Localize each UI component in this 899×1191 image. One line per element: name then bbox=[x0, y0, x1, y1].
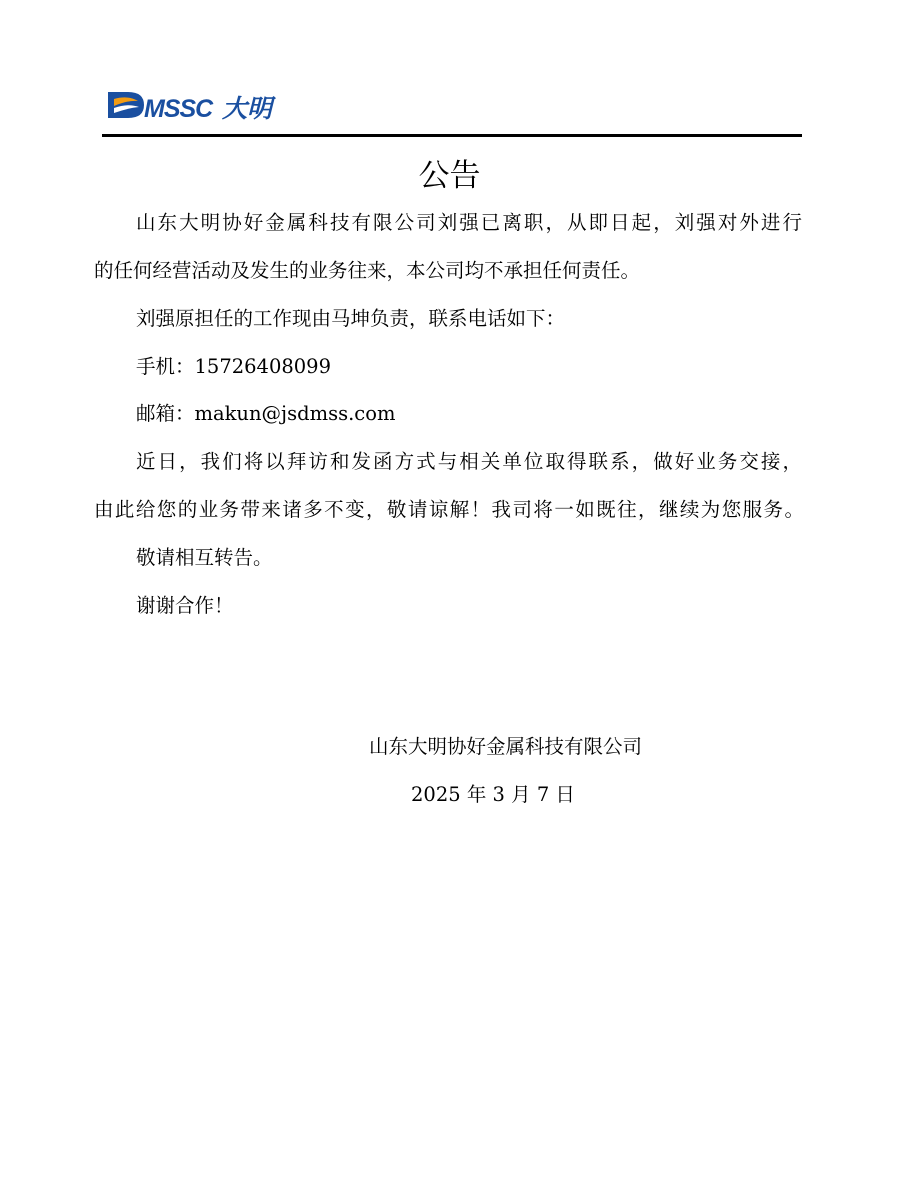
email-line: 邮箱：makun@jsdmss.com bbox=[136, 402, 396, 425]
paragraph-1-line-1: 山东大明协好金属科技有限公司刘强已离职，从即日起，刘强对外进行 bbox=[136, 211, 802, 234]
paragraph-1-line-2: 的任何经营活动及发生的业务往来，本公司均不承担任何责任。 bbox=[94, 259, 641, 282]
paragraph-4: 敬请相互转告。 bbox=[136, 546, 273, 569]
signature-company: 山东大明协好金属科技有限公司 bbox=[369, 735, 643, 758]
paragraph-3-line-2: 由此给您的业务带来诸多不变，敬请谅解！我司将一如既往，继续为您服务。 bbox=[94, 498, 804, 521]
page-title: 公告 bbox=[418, 158, 481, 194]
phone-line: 手机：15726408099 bbox=[136, 355, 331, 378]
paragraph-2: 刘强原担任的工作现由马坤负责，联系电话如下： bbox=[136, 307, 566, 330]
company-logo bbox=[106, 86, 282, 124]
svg-text:MSSC: MSSC bbox=[144, 95, 213, 123]
header-rule bbox=[102, 134, 802, 137]
signature-date: 2025 年 3 月 7 日 bbox=[411, 783, 575, 806]
paragraph-5: 谢谢合作！ bbox=[136, 594, 234, 617]
paragraph-3-line-1: 近日，我们将以拜访和发函方式与相关单位取得联系，做好业务交接， bbox=[136, 450, 802, 473]
svg-text:大明: 大明 bbox=[222, 94, 273, 123]
